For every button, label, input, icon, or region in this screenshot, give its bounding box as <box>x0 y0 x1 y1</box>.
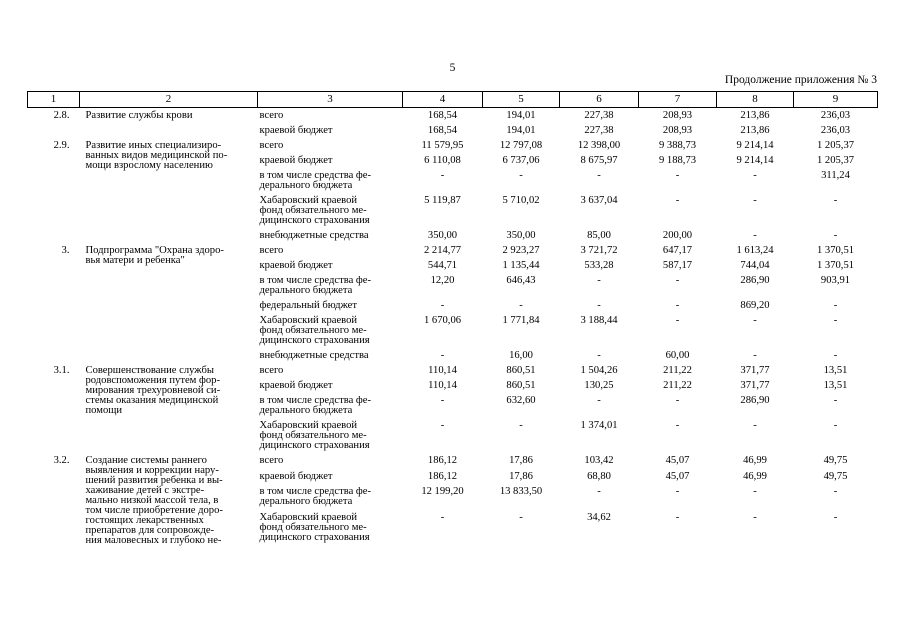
table-row <box>28 363 878 378</box>
value-cell: 5 710,02 <box>502 195 540 206</box>
funding-source: Хабаровский краевой фонд обязательного ме- дицинского страхования <box>259 511 370 543</box>
value-cell: - <box>753 195 757 206</box>
header-row <box>28 92 878 108</box>
value-cell: 1 374,01 <box>580 420 618 431</box>
value-cell: 3 188,44 <box>580 315 618 326</box>
header-cell: 2 <box>80 92 258 108</box>
value-cell: 168,54 <box>427 125 458 136</box>
header-cell: 4 <box>403 92 483 108</box>
value-cell: - <box>833 486 838 497</box>
funding-source: в том числе средства фе- дерального бюджета <box>259 486 372 507</box>
value-cell: 68,80 <box>587 470 611 482</box>
value-cell: 103,42 <box>584 455 614 466</box>
value-cell: 17,86 <box>509 455 533 466</box>
table-body <box>28 108 878 547</box>
funding-source: краевой бюджет <box>259 155 333 166</box>
value-cell: - <box>753 420 757 431</box>
value-cell: - <box>833 511 838 523</box>
row-name: Развитие службы крови <box>85 110 193 121</box>
header-cell: 6 <box>560 92 639 108</box>
value-cell: 49,75 <box>823 470 848 482</box>
value-cell: - <box>597 275 601 286</box>
funding-source: в том числе средства фе- дерального бюджета <box>259 275 372 296</box>
value-cell: 110,14 <box>428 365 457 376</box>
value-cell: 1 504,26 <box>580 365 618 376</box>
value-cell: 13,51 <box>823 365 848 376</box>
value-cell: - <box>675 420 680 431</box>
value-cell: 533,28 <box>584 260 614 271</box>
value-cell: 110,14 <box>428 380 457 391</box>
value-cell: 186,12 <box>427 470 458 482</box>
page-number: 5 <box>449 62 456 74</box>
value-cell: - <box>675 395 680 406</box>
value-cell: 1 670,06 <box>423 315 462 326</box>
value-cell: 6 737,06 <box>502 155 540 166</box>
funding-source: всего <box>259 140 284 151</box>
value-cell: - <box>833 395 838 406</box>
row-name: Совершенствование службы родовспоможения путем фор- мирования трехуровневой си- стемы оказания медицинской помощи <box>85 365 221 416</box>
row-name: Развитие иных специализиро- ванных видов медицинской по- мощи взрослому населению <box>85 140 228 171</box>
value-cell: - <box>833 300 838 311</box>
row-code: 2.9. <box>53 140 70 151</box>
value-cell: 350,00 <box>506 230 536 241</box>
value-cell: 860,51 <box>506 365 536 376</box>
value-cell: 632,60 <box>506 395 536 406</box>
value-cell: 12 199,20 <box>421 486 464 497</box>
value-cell: - <box>675 486 680 497</box>
value-cell: 45,07 <box>665 455 690 466</box>
value-cell: 12 797,08 <box>499 140 543 151</box>
funding-source: внебюджетные средства <box>259 230 369 241</box>
value-cell: 186,12 <box>427 455 458 466</box>
header-cell: 5 <box>483 92 560 108</box>
value-cell: - <box>675 195 680 206</box>
funding-source: краевой бюджет <box>259 470 333 482</box>
value-cell: 208,93 <box>662 125 693 136</box>
value-cell: 49,75 <box>823 455 848 466</box>
value-cell: 903,91 <box>820 275 851 286</box>
funding-source: внебюджетные средства <box>259 350 369 361</box>
value-cell: 213,86 <box>740 125 770 136</box>
value-cell: - <box>753 511 757 523</box>
value-cell: - <box>440 511 445 523</box>
value-cell: 647,17 <box>662 245 693 256</box>
value-cell: - <box>833 350 838 361</box>
value-cell: 350,00 <box>427 230 458 241</box>
value-cell: 1 771,84 <box>502 315 540 326</box>
header-cell: 3 <box>258 92 403 108</box>
row-name: Подпрограмма "Охрана здоро- вья матери и ребенка" <box>85 245 224 266</box>
row-code: 3.2. <box>53 455 70 466</box>
value-cell: 60,00 <box>665 350 690 361</box>
value-cell: - <box>833 195 838 206</box>
value-cell: - <box>597 300 601 311</box>
value-cell: 860,51 <box>506 380 536 391</box>
value-cell: 211,22 <box>663 380 692 391</box>
row-code: 3.1. <box>53 365 70 376</box>
value-cell: 168,54 <box>427 110 458 121</box>
value-cell: 34,62 <box>587 511 611 523</box>
value-cell: - <box>440 300 445 311</box>
value-cell: 2 214,77 <box>423 245 462 256</box>
value-cell: 2 923,27 <box>502 245 540 256</box>
value-cell: 227,38 <box>584 110 614 121</box>
value-cell: 200,00 <box>662 230 693 241</box>
row-code: 2.8. <box>53 110 70 121</box>
value-cell: 9 214,14 <box>736 155 774 166</box>
header-cell: 8 <box>717 92 794 108</box>
value-cell: 17,86 <box>509 470 533 482</box>
value-cell: 5 119,87 <box>424 195 461 206</box>
value-cell: - <box>519 170 523 181</box>
value-cell: - <box>675 315 680 326</box>
value-cell: 213,86 <box>740 110 770 121</box>
value-cell: 13 833,50 <box>499 486 543 497</box>
value-cell: - <box>753 350 757 361</box>
funding-source: Хабаровский краевой фонд обязательного ме- дицинского страхования <box>259 315 370 346</box>
value-cell: - <box>440 420 445 431</box>
value-cell: 236,03 <box>820 110 851 121</box>
value-cell: 371,77 <box>740 365 770 376</box>
value-cell: 744,04 <box>740 260 770 271</box>
funding-source: Хабаровский краевой фонд обязательного ме- дицинского страхования <box>259 195 370 226</box>
value-cell: 1 370,51 <box>816 245 855 256</box>
value-cell: - <box>597 486 601 497</box>
header-cell: 9 <box>794 92 878 108</box>
value-cell: 1 205,37 <box>816 155 855 166</box>
table-row <box>28 243 878 258</box>
value-cell: - <box>675 275 680 286</box>
value-cell: - <box>597 170 601 181</box>
value-cell: 45,07 <box>665 470 690 482</box>
funding-source: краевой бюджет <box>259 380 333 391</box>
value-cell: - <box>440 170 445 181</box>
value-cell: - <box>440 395 445 406</box>
funding-source: всего <box>259 245 284 256</box>
table-row <box>28 108 878 124</box>
value-cell: 208,93 <box>662 110 693 121</box>
row-code: 3. <box>61 245 70 256</box>
funding-source: всего <box>259 110 284 121</box>
value-cell: 3 721,72 <box>580 245 618 256</box>
value-cell: - <box>833 230 838 241</box>
funding-source: краевой бюджет <box>259 260 333 271</box>
value-cell: 286,90 <box>740 275 770 286</box>
value-cell: 11 579,95 <box>421 140 464 151</box>
value-cell: 286,90 <box>740 395 770 406</box>
value-cell: 227,38 <box>584 125 614 136</box>
value-cell: 3 637,04 <box>580 195 618 206</box>
value-cell: 371,77 <box>740 380 770 391</box>
funding-source: федеральный бюджет <box>259 300 358 311</box>
value-cell: - <box>753 486 757 497</box>
header-cell: 7 <box>639 92 717 108</box>
value-cell: 12,20 <box>430 275 455 286</box>
value-cell: 587,17 <box>662 260 693 271</box>
value-cell: 12 398,00 <box>577 140 621 151</box>
value-cell: 194,01 <box>506 125 536 136</box>
value-cell: - <box>833 315 838 326</box>
continuation-caption: Продолжение приложения № 3 <box>724 74 877 86</box>
value-cell: 194,01 <box>506 110 536 121</box>
value-cell: - <box>597 350 601 361</box>
value-cell: - <box>597 395 601 406</box>
funding-source: краевой бюджет <box>259 125 333 136</box>
value-cell: - <box>753 230 757 241</box>
value-cell: 130,25 <box>584 380 614 391</box>
value-cell: 85,00 <box>587 230 611 241</box>
value-cell: 869,20 <box>740 300 770 311</box>
funding-source: всего <box>259 455 284 466</box>
value-cell: 9 188,73 <box>658 155 697 166</box>
value-cell: 1 135,44 <box>502 260 540 271</box>
row-name: Создание системы раннего выявления и коррекции нару- шений развития ребенка и вы- хаживание детей с экстре- мально низкой массой тела, в том числе приобретение доро- гостоящих лекарственных препаратов для сопровожде- ния маловесных и глубоко не- <box>85 455 223 546</box>
value-cell: 46,99 <box>743 470 767 482</box>
value-cell: - <box>833 420 838 431</box>
value-cell: 8 675,97 <box>580 155 618 166</box>
value-cell: 236,03 <box>820 125 851 136</box>
value-cell: - <box>519 420 523 431</box>
value-cell: - <box>440 350 445 361</box>
value-cell: 9 214,14 <box>736 140 774 151</box>
value-cell: - <box>519 511 523 523</box>
header-cell: 1 <box>28 92 80 108</box>
value-cell: - <box>675 170 680 181</box>
value-cell: 1 370,51 <box>816 260 855 271</box>
value-cell: 6 110,08 <box>424 155 461 166</box>
value-cell: - <box>675 511 680 523</box>
value-cell: 1 613,24 <box>736 245 774 256</box>
value-cell: 46,99 <box>743 455 767 466</box>
value-cell: 9 388,73 <box>658 140 697 151</box>
value-cell: - <box>753 315 757 326</box>
value-cell: 544,71 <box>427 260 458 271</box>
value-cell: 1 205,37 <box>816 140 855 151</box>
value-cell: - <box>519 300 523 311</box>
value-cell: 16,00 <box>509 350 533 361</box>
table-row <box>28 453 878 469</box>
value-cell: 646,43 <box>506 275 536 286</box>
value-cell: - <box>675 300 680 311</box>
value-cell: - <box>753 170 757 181</box>
budget-table <box>27 91 878 546</box>
value-cell: 13,51 <box>823 380 848 391</box>
funding-source: Хабаровский краевой фонд обязательного ме- дицинского страхования <box>259 420 370 451</box>
value-cell: 311,24 <box>821 170 850 181</box>
value-cell: 211,22 <box>663 365 692 376</box>
funding-source: в том числе средства фе- дерального бюджета <box>259 170 372 191</box>
funding-source: всего <box>259 365 284 376</box>
table-row <box>28 138 878 153</box>
funding-source: в том числе средства фе- дерального бюджета <box>259 395 372 416</box>
